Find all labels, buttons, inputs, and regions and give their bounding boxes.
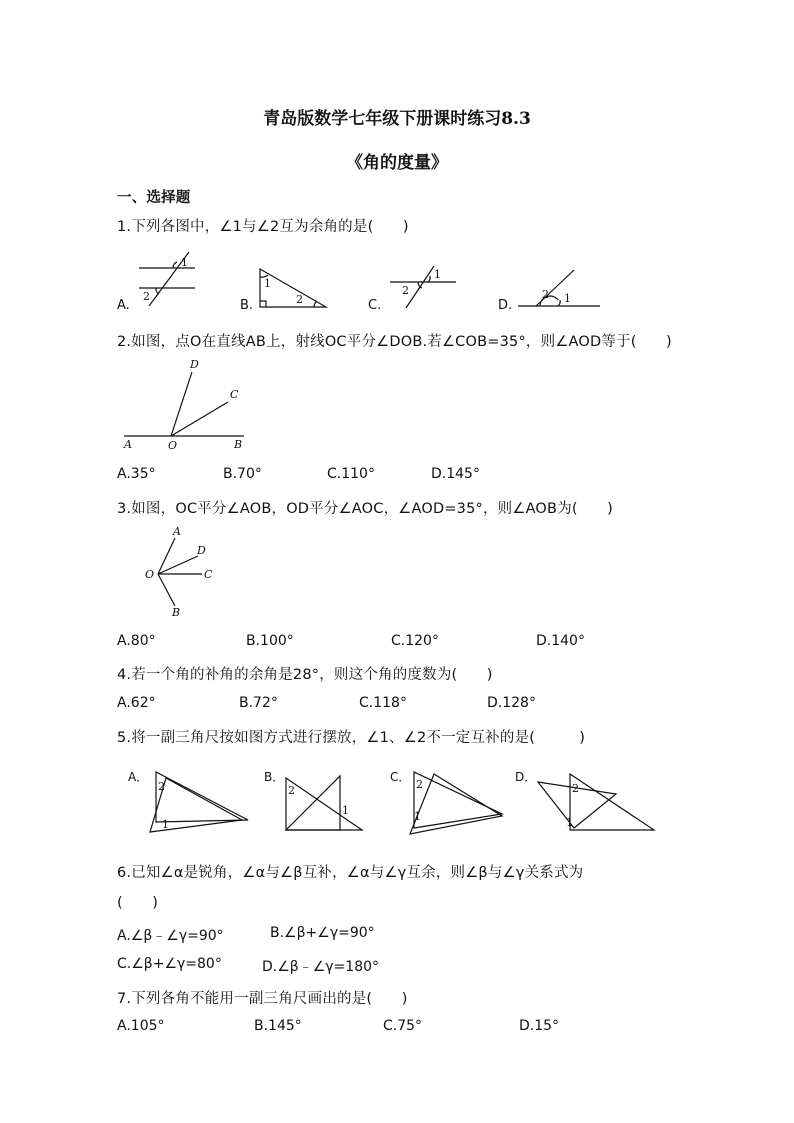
q1a-mark-1: 1 bbox=[181, 256, 188, 269]
q5-label-d: D． bbox=[515, 770, 537, 784]
page-title: 青岛版数学七年级下册课时练习8.3 bbox=[263, 109, 531, 129]
q1c-mark-2: 2 bbox=[402, 284, 409, 297]
q3-point-o: O bbox=[145, 568, 155, 581]
q3-option-d: D.140° bbox=[536, 633, 585, 649]
q4-option-d: D.128° bbox=[487, 695, 536, 711]
question-5-stem: 5.将一副三角尺按如图方式进行摆放，∠1、∠2不一定互补的是( ) bbox=[117, 730, 586, 746]
q6-option-c: C.∠β+∠γ=80° bbox=[117, 956, 222, 972]
q5c-mark-2: 2 bbox=[416, 778, 423, 791]
q1-label-a: A. bbox=[117, 298, 130, 313]
question-4-stem: 4.若一个角的补角的余角是28°，则这个角的度数为( ) bbox=[117, 667, 493, 683]
section-heading: 一、选择题 bbox=[117, 190, 191, 206]
question-2-stem: 2.如图，点O在直线AB上，射线OC平分∠DOB.若∠COB=35°，则∠AOD等于( ) bbox=[117, 334, 672, 350]
q5-figure-c bbox=[408, 770, 508, 836]
q2-figure bbox=[120, 358, 250, 450]
q2-point-a: A bbox=[124, 438, 132, 451]
q7-option-a: A.105° bbox=[117, 1018, 165, 1034]
q1c-mark-1: 1 bbox=[434, 268, 441, 281]
q5-label-a: A． bbox=[128, 770, 149, 784]
page-subtitle: 《角的度量》 bbox=[346, 153, 448, 173]
q4-option-a: A.62° bbox=[117, 695, 156, 711]
q7-option-d: D.15° bbox=[519, 1018, 560, 1034]
q2-option-d: D.145° bbox=[431, 466, 480, 482]
q5-label-c: C． bbox=[390, 770, 411, 784]
q1-figure-d bbox=[514, 268, 604, 313]
q1-figure-b bbox=[256, 265, 331, 310]
q1-figure-a bbox=[133, 250, 203, 310]
q5b-mark-1: 1 bbox=[342, 804, 349, 817]
q7-option-b: B.145° bbox=[254, 1018, 302, 1034]
question-6-paren: ( ) bbox=[117, 895, 159, 911]
q5b-mark-2: 2 bbox=[288, 784, 295, 797]
q5c-mark-1: 1 bbox=[414, 810, 421, 823]
q1-label-b: B. bbox=[240, 298, 254, 313]
q6-option-d: D.∠β﹣∠γ=180° bbox=[262, 959, 380, 975]
q2-point-c: C bbox=[230, 388, 239, 401]
question-7-stem: 7.下列各角不能用一副三角尺画出的是( ) bbox=[117, 991, 408, 1007]
q3-option-c: C.120° bbox=[391, 633, 439, 649]
q6-option-a: A.∠β﹣∠γ=90° bbox=[117, 928, 224, 944]
q5-figure-b bbox=[282, 774, 372, 834]
q4-option-b: B.72° bbox=[239, 695, 278, 711]
q5-figure-a bbox=[146, 770, 256, 836]
q1d-mark-2: 2 bbox=[542, 288, 549, 301]
q1-figure-c bbox=[384, 262, 464, 312]
q5d-mark-2: 2 bbox=[572, 782, 579, 795]
q2-point-o: O bbox=[168, 439, 178, 452]
q6-option-b: B.∠β+∠γ=90° bbox=[270, 925, 375, 941]
q3-point-c: C bbox=[204, 568, 213, 581]
q2-option-b: B.70° bbox=[223, 466, 262, 482]
q1b-mark-1: 1 bbox=[264, 277, 271, 290]
q3-point-b: B bbox=[172, 606, 181, 619]
q2-point-b: B bbox=[234, 438, 243, 451]
q1d-mark-1: 1 bbox=[564, 292, 571, 305]
q1b-mark-2: 2 bbox=[296, 293, 303, 306]
q5-label-b: B． bbox=[264, 770, 285, 784]
question-6-stem: 6.已知∠α是锐角，∠α与∠β互补，∠α与∠γ互余，则∠β与∠γ关系式为 bbox=[117, 865, 584, 881]
q1-label-d: D. bbox=[498, 298, 513, 313]
q1-label-c: C. bbox=[368, 298, 382, 313]
q3-option-a: A.80° bbox=[117, 633, 156, 649]
q3-option-b: B.100° bbox=[246, 633, 294, 649]
q2-option-a: A.35° bbox=[117, 466, 156, 482]
q3-figure bbox=[142, 524, 222, 619]
q5a-mark-2: 2 bbox=[158, 780, 165, 793]
question-1-stem: 1.下列各图中，∠1与∠2互为余角的是( ) bbox=[117, 219, 409, 235]
q2-option-c: C.110° bbox=[327, 466, 375, 482]
question-3-stem: 3.如图，OC平分∠AOB，OD平分∠AOC，∠AOD=35°，则∠AOB为( ) bbox=[117, 501, 614, 517]
q4-option-c: C.118° bbox=[359, 695, 407, 711]
q2-point-d: D bbox=[190, 358, 199, 371]
q5d-mark-1: 1 bbox=[566, 816, 573, 829]
q3-point-a: A bbox=[173, 525, 181, 538]
q5a-mark-1: 1 bbox=[162, 818, 169, 831]
q5-figure-d bbox=[534, 770, 659, 836]
q3-point-d: D bbox=[197, 544, 206, 557]
q1a-mark-2: 2 bbox=[143, 290, 150, 303]
q7-option-c: C.75° bbox=[383, 1018, 423, 1034]
